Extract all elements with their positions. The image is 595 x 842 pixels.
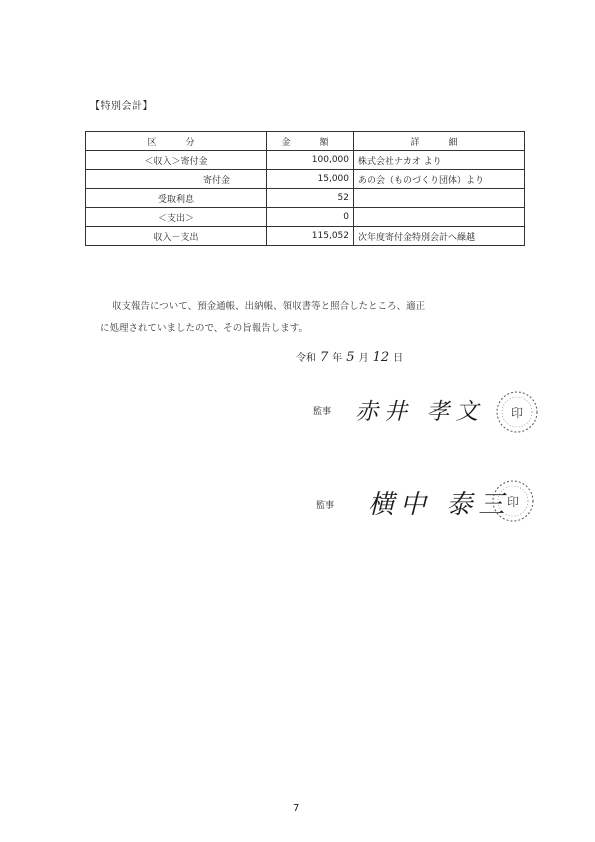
page-number: 7 xyxy=(293,803,300,814)
row-amount: 0 xyxy=(267,208,354,227)
row-detail: 次年度寄付金特別会計へ繰越 xyxy=(354,227,525,246)
date-year-unit: 年 xyxy=(332,353,343,364)
header-category: 区 分 xyxy=(86,132,267,151)
row-amount: 52 xyxy=(267,189,354,208)
table-row xyxy=(86,227,525,246)
auditor-signature-1: 赤井 孝文 xyxy=(355,399,485,425)
seal-char-2: 印 xyxy=(506,495,520,509)
auditor-label-2: 監事 xyxy=(316,501,335,511)
row-detail xyxy=(354,208,525,227)
row-category: ＜支出＞ xyxy=(86,208,267,227)
seal-char-1: 印 xyxy=(510,406,524,420)
row-amount: 100,000 xyxy=(267,151,354,170)
auditor-signature-2: 横中 泰三 xyxy=(368,490,511,520)
row-detail: 株式会社ナカオ より xyxy=(354,151,525,170)
date-month: 5 xyxy=(346,350,355,365)
table-row xyxy=(86,151,525,170)
row-category: 収入－支出 xyxy=(86,227,267,246)
date-era: 令和 xyxy=(296,353,316,364)
seal-stamp-2 xyxy=(490,478,536,524)
row-amount: 15,000 xyxy=(267,170,354,189)
row-category: ＜収入＞寄付金 xyxy=(86,151,267,170)
audit-report-text: 収支報告について、預金通帳、出納帳、領収書等と照合したところ、適正に処理されていましたので、その旨報告します。 xyxy=(100,301,426,334)
row-category: 寄付金 xyxy=(86,170,267,189)
header-detail: 詳 細 xyxy=(354,132,525,151)
date-day-unit: 日 xyxy=(393,353,404,364)
date-month-unit: 月 xyxy=(358,353,369,364)
table-row xyxy=(86,189,525,208)
seal-stamp-1 xyxy=(494,389,540,435)
date-year: 7 xyxy=(320,350,329,365)
row-amount: 115,052 xyxy=(267,227,354,246)
row-detail: あの会（ものづくり団体）より xyxy=(354,170,525,189)
row-detail xyxy=(354,189,525,208)
header-amount: 金 額 xyxy=(267,132,354,151)
section-title: 【特別会計】 xyxy=(90,101,153,112)
row-category: 受取利息 xyxy=(86,189,267,208)
table-row xyxy=(86,170,525,189)
report-date xyxy=(296,349,403,365)
table-header-row xyxy=(86,132,525,151)
accounts-table xyxy=(85,131,525,246)
date-day: 12 xyxy=(372,350,390,365)
table-row xyxy=(86,208,525,227)
auditor-label-1: 監事 xyxy=(313,407,332,417)
